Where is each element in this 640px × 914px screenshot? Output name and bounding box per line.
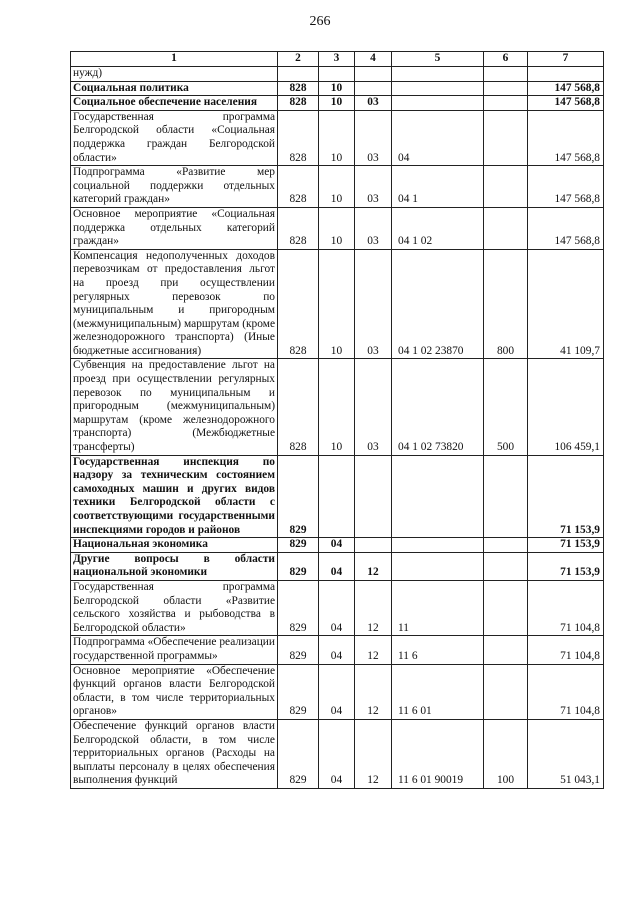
cell-ministry-code: 829 <box>278 455 319 538</box>
cell-subsection: 12 <box>355 580 392 635</box>
cell-section: 04 <box>319 636 355 664</box>
cell-ministry-code: 828 <box>278 96 319 111</box>
row-description: Обеспечение функций органов власти Белгородской области, в том числе территориальных органов (Расходы на выплаты персоналу в целях обеспечения выполнения функций <box>71 719 278 788</box>
cell-subsection: 03 <box>355 96 392 111</box>
cell-expense-type <box>484 552 528 580</box>
table-body <box>71 67 604 789</box>
cell-amount <box>528 67 604 82</box>
table-row <box>71 249 604 359</box>
row-description: Субвенция на предоставление льгот на проезд при осуществлении регулярных перевозок по муниципальным и пригородным (межмуниципальным) маршрутам (кроме железнодорожного транспорта) (Межбюджетные трансферты) <box>71 359 278 455</box>
cell-section <box>319 455 355 538</box>
cell-target-article <box>392 81 484 96</box>
cell-ministry-code: 828 <box>278 249 319 359</box>
cell-section: 04 <box>319 664 355 719</box>
cell-expense-type <box>484 664 528 719</box>
cell-subsection: 12 <box>355 664 392 719</box>
cell-subsection: 12 <box>355 636 392 664</box>
cell-amount: 41 109,7 <box>528 249 604 359</box>
cell-section: 10 <box>319 81 355 96</box>
cell-target-article <box>392 538 484 553</box>
table-row <box>71 636 604 664</box>
cell-expense-type: 100 <box>484 719 528 788</box>
cell-amount: 106 459,1 <box>528 359 604 455</box>
cell-target-article: 04 1 02 73820 <box>392 359 484 455</box>
cell-target-article: 04 1 02 <box>392 207 484 249</box>
cell-expense-type <box>484 110 528 165</box>
cell-expense-type <box>484 81 528 96</box>
cell-target-article: 11 <box>392 580 484 635</box>
cell-section: 04 <box>319 719 355 788</box>
cell-subsection: 12 <box>355 719 392 788</box>
table-row <box>71 664 604 719</box>
cell-amount: 147 568,8 <box>528 96 604 111</box>
row-description: Государственная инспекция по надзору за техническим состоянием самоходных машин и других видов техники Белгородской области с соответствующими государственными инспекциями городов и районов <box>71 455 278 538</box>
row-description: Государственная программа Белгородской области «Развитие сельского хозяйства и рыбоводства в Белгородской области» <box>71 580 278 635</box>
row-description: Основное мероприятие «Обеспечение функций органов власти Белгородской области, в том числе территориальных органов» <box>71 664 278 719</box>
cell-expense-type <box>484 580 528 635</box>
cell-amount: 71 153,9 <box>528 455 604 538</box>
cell-expense-type <box>484 207 528 249</box>
row-description: Подпрограмма «Обеспечение реализации государственной программы» <box>71 636 278 664</box>
cell-section: 04 <box>319 538 355 553</box>
cell-expense-type <box>484 67 528 82</box>
cell-subsection <box>355 455 392 538</box>
cell-expense-type <box>484 636 528 664</box>
cell-subsection: 03 <box>355 110 392 165</box>
page-number: 266 <box>309 14 331 29</box>
cell-section: 10 <box>319 110 355 165</box>
cell-ministry-code: 828 <box>278 110 319 165</box>
column-header: 6 <box>484 52 528 67</box>
cell-section: 10 <box>319 96 355 111</box>
table-row <box>71 67 604 82</box>
cell-expense-type: 800 <box>484 249 528 359</box>
cell-subsection <box>355 538 392 553</box>
cell-amount: 51 043,1 <box>528 719 604 788</box>
cell-target-article <box>392 455 484 538</box>
cell-expense-type: 500 <box>484 359 528 455</box>
cell-section <box>319 67 355 82</box>
table-row <box>71 207 604 249</box>
cell-subsection: 03 <box>355 166 392 208</box>
cell-section: 10 <box>319 359 355 455</box>
cell-target-article: 11 6 01 <box>392 664 484 719</box>
cell-subsection <box>355 81 392 96</box>
row-description: Другие вопросы в области национальной экономики <box>71 552 278 580</box>
row-description: Государственная программа Белгородской области «Социальная поддержка граждан Белгородской области» <box>71 110 278 165</box>
cell-section: 04 <box>319 552 355 580</box>
column-header: 4 <box>355 52 392 67</box>
cell-amount: 71 153,9 <box>528 552 604 580</box>
cell-expense-type <box>484 96 528 111</box>
budget-table <box>70 51 604 789</box>
cell-expense-type <box>484 455 528 538</box>
column-header: 7 <box>528 52 604 67</box>
cell-section: 10 <box>319 166 355 208</box>
cell-ministry-code: 829 <box>278 580 319 635</box>
cell-subsection: 03 <box>355 207 392 249</box>
cell-section: 10 <box>319 207 355 249</box>
cell-amount: 147 568,8 <box>528 207 604 249</box>
cell-expense-type <box>484 166 528 208</box>
table-row <box>71 359 604 455</box>
row-description: Подпрограмма «Развитие мер социальной поддержки отдельных категорий граждан» <box>71 166 278 208</box>
cell-expense-type <box>484 538 528 553</box>
table-row <box>71 538 604 553</box>
cell-ministry-code: 829 <box>278 552 319 580</box>
cell-ministry-code: 828 <box>278 207 319 249</box>
table-header-row <box>71 52 604 67</box>
row-description: Национальная экономика <box>71 538 278 553</box>
table-row <box>71 110 604 165</box>
table-row <box>71 719 604 788</box>
cell-ministry-code: 829 <box>278 664 319 719</box>
row-description: Основное мероприятие «Социальная поддержка отдельных категорий граждан» <box>71 207 278 249</box>
cell-section: 04 <box>319 580 355 635</box>
column-header: 2 <box>278 52 319 67</box>
cell-ministry-code: 829 <box>278 636 319 664</box>
cell-target-article <box>392 96 484 111</box>
cell-subsection: 03 <box>355 359 392 455</box>
cell-target-article: 04 <box>392 110 484 165</box>
table-row <box>71 96 604 111</box>
table-row <box>71 552 604 580</box>
cell-ministry-code: 828 <box>278 166 319 208</box>
cell-target-article: 04 1 <box>392 166 484 208</box>
cell-ministry-code <box>278 67 319 82</box>
cell-ministry-code: 828 <box>278 81 319 96</box>
table-row <box>71 81 604 96</box>
cell-target-article: 11 6 01 90019 <box>392 719 484 788</box>
cell-amount: 71 104,8 <box>528 636 604 664</box>
cell-amount: 71 153,9 <box>528 538 604 553</box>
cell-subsection <box>355 67 392 82</box>
cell-target-article <box>392 67 484 82</box>
cell-target-article: 11 6 <box>392 636 484 664</box>
cell-ministry-code: 829 <box>278 538 319 553</box>
table-row <box>71 580 604 635</box>
cell-subsection: 12 <box>355 552 392 580</box>
cell-amount: 71 104,8 <box>528 580 604 635</box>
cell-target-article <box>392 552 484 580</box>
column-header: 3 <box>319 52 355 67</box>
cell-ministry-code: 829 <box>278 719 319 788</box>
row-description: Социальное обеспечение населения <box>71 96 278 111</box>
table-row <box>71 455 604 538</box>
cell-amount: 147 568,8 <box>528 110 604 165</box>
cell-subsection: 03 <box>355 249 392 359</box>
cell-target-article: 04 1 02 23870 <box>392 249 484 359</box>
cell-section: 10 <box>319 249 355 359</box>
cell-amount: 147 568,8 <box>528 166 604 208</box>
table-row <box>71 166 604 208</box>
cell-amount: 147 568,8 <box>528 81 604 96</box>
cell-amount: 71 104,8 <box>528 664 604 719</box>
column-header: 1 <box>71 52 278 67</box>
column-header: 5 <box>392 52 484 67</box>
row-description: Социальная политика <box>71 81 278 96</box>
row-description: нужд) <box>71 67 278 82</box>
cell-ministry-code: 828 <box>278 359 319 455</box>
row-description: Компенсация недополученных доходов перевозчикам от предоставления льгот на проезд при осуществлении регулярных перевозок по муниципальным и пригородным (межмуниципальным) маршрутам (кроме железнодорожного транспорта) (Иные бюджетные ассигнования) <box>71 249 278 359</box>
